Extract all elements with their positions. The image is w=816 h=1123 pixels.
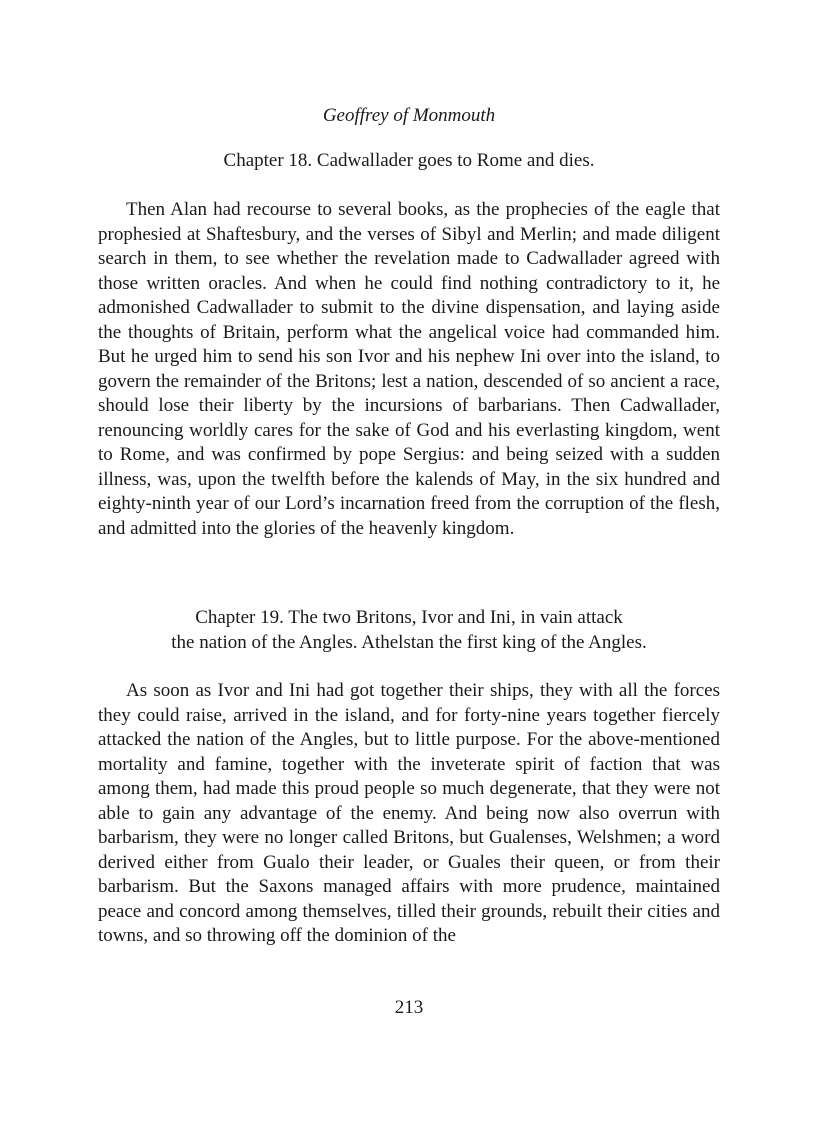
book-page bbox=[98, 0, 720, 1123]
chapter-18-paragraph: Then Alan had recourse to several books, as the prophecies of the eagle that prophesied at Shaftesbury, and the verses of Sibyl and Merlin; and made diligent search in them, to see whether the revelation made to Cadwallader agreed with those written oracles. And when he could find nothing contradictory to it, he admonished Cadwallader to submit to the divine dispensation, and laying aside the thoughts of Britain, perform what the angelical voice had commanded him. But he urged him to send his son Ivor and his nephew Ini over into the island, to govern the remainder of the Britons; lest a nation, descended of so ancient a race, should lose their liberty by the incursions of barbarians. Then Cadwallader, renouncing worldly cares for the sake of God and his everlasting kingdom, went to Rome, and was confirmed by pope Sergius: and being seized with a sudden illness, was, upon the twelfth before the kalends of May, in the six hundred and eighty-ninth year of our Lord’s incarnation freed from the corruption of the flesh, and admitted into the glories of the heavenly kingdom. bbox=[98, 199, 720, 539]
chapter-title-line: Chapter 18. Cadwallader goes to Rome and dies. bbox=[223, 150, 595, 171]
running-head: Geoffrey of Monmouth bbox=[322, 105, 496, 126]
chapter-title-line: Chapter 19. The two Britons, Ivor and Ini, in vain attack bbox=[195, 607, 623, 628]
page-number: 213 bbox=[394, 997, 424, 1018]
chapter-19-title bbox=[98, 605, 720, 655]
chapter-19-paragraph: As soon as Ivor and Ini had got together their ships, they with all the forces they could raise, arrived in the island, and for forty-nine years together fiercely attacked the nation of the Angles, but to little purpose. For the above-mentioned mortality and famine, together with the inveterate spirit of faction that was among them, had made this proud people so much degenerate, that they were not able to gain any advantage of the enemy. And being now also overrun with barbarism, they were no longer called Britons, but Gualenses, Welshmen; a word derived either from Gualo their leader, or Guales their queen, or from their barbarism. But the Saxons managed affairs with more prudence, maintained peace and concord among themselves, tilled their grounds, rebuilt their cities and towns, and so throwing off the dominion of the bbox=[98, 680, 720, 946]
chapter-title-line: the nation of the Angles. Athelstan the first king of the Angles. bbox=[171, 632, 647, 653]
chapter-18-title bbox=[98, 148, 720, 173]
